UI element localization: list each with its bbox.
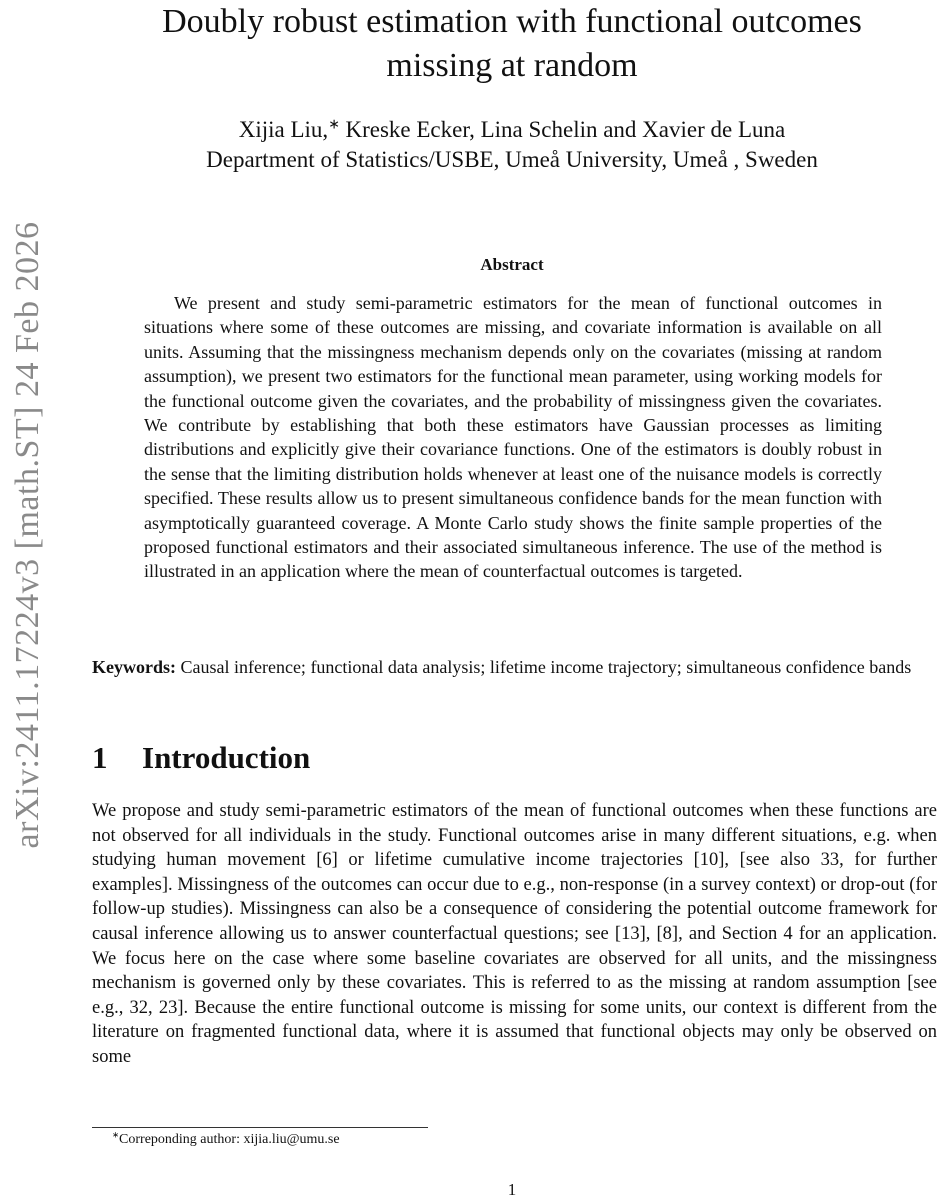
section-title: Introduction [142, 740, 311, 775]
keywords-label: Keywords: [92, 657, 176, 677]
footnote [112, 1132, 340, 1148]
footnote-rule [92, 1127, 428, 1128]
arxiv-identifier: arXiv:2411.17224v3 [math.ST] 24 Feb 2026 [9, 221, 46, 849]
affiliation: Department of Statistics/USBE, Umeå University, Umeå , Sweden [206, 147, 818, 172]
corresponding-mark: ∗ [328, 116, 340, 132]
arxiv-sidebar [0, 0, 60, 1200]
keywords-text: Causal inference; functional data analysis; lifetime income trajectory; simultaneous confidence bands [176, 657, 912, 677]
section-heading [92, 740, 310, 776]
intro-paragraph: We propose and study semi-parametric estimators of the mean of functional outcomes when these functions are not observed for all individuals in the study. Functional outcomes arise in many different situations, e.g. when studying human movement [6] or lifetime cumulative income trajectories [10], [see also 33, for further examples]. Missingness of the outcomes can occur due to e.g., non-response (in a survey context) or drop-out (for follow-up studies). Missingness can also be a consequence of considering the potential outcome framework for causal inference allowing us to answer counterfactual questions; see [13], [8], and Section 4 for an application. We focus here on the case where some baseline covariates are observed for all units, and the missingness mechanism is governed only by these covariates. This is referred to as the missing at random assumption [see e.g., 32, 23]. Because the entire functional outcome is missing for some units, our context is different from the literature on fragmented functional data, where it is assumed that functional objects may only be observed on some [92, 801, 937, 1067]
page-number: 1 [507, 1180, 517, 1199]
section-number: 1 [92, 740, 108, 775]
author-list [92, 115, 932, 145]
paper-title [92, 0, 932, 88]
footnote-mark: ∗ [112, 1130, 120, 1140]
abstract-heading: Abstract [480, 255, 544, 274]
title-line-2: missing at random [386, 47, 638, 84]
keywords [92, 655, 937, 680]
first-author: Xijia Liu, [238, 117, 329, 142]
title-line-1: Doubly robust estimation with functional outcomes [162, 3, 862, 40]
author-block [92, 115, 932, 175]
footnote-text: Correponding author: xijia.liu@umu.se [119, 1132, 340, 1147]
abstract-text: We present and study semi-parametric estimators for the mean of functional outcomes in situations where some of these outcomes are missing, and covariate information is available on all units. Assuming that the missingness mechanism depends only on the covariates (missing at random assumption), we present two estimators for the functional mean parameter, using working models for the functional outcome given the covariates, and the probability of missingness given the covariates. We contribute by establishing that both these estimators have Gaussian processes as limiting distributions and explicitly give their covariance functions. One of the estimators is doubly robust in the sense that the limiting distribution holds whenever at least one of the nuisance models is correctly specified. These results allow us to present simultaneous confidence bands for the mean function with asymptotically guaranteed coverage. A Monte Carlo study shows the finite sample properties of the proposed functional estimators and their associated simultaneous inference. The use of the method is illustrated in an application where the mean of counterfactual outcomes is targeted. [144, 293, 882, 582]
other-authors: Kreske Ecker, Lina Schelin and Xavier de Luna [339, 117, 786, 142]
